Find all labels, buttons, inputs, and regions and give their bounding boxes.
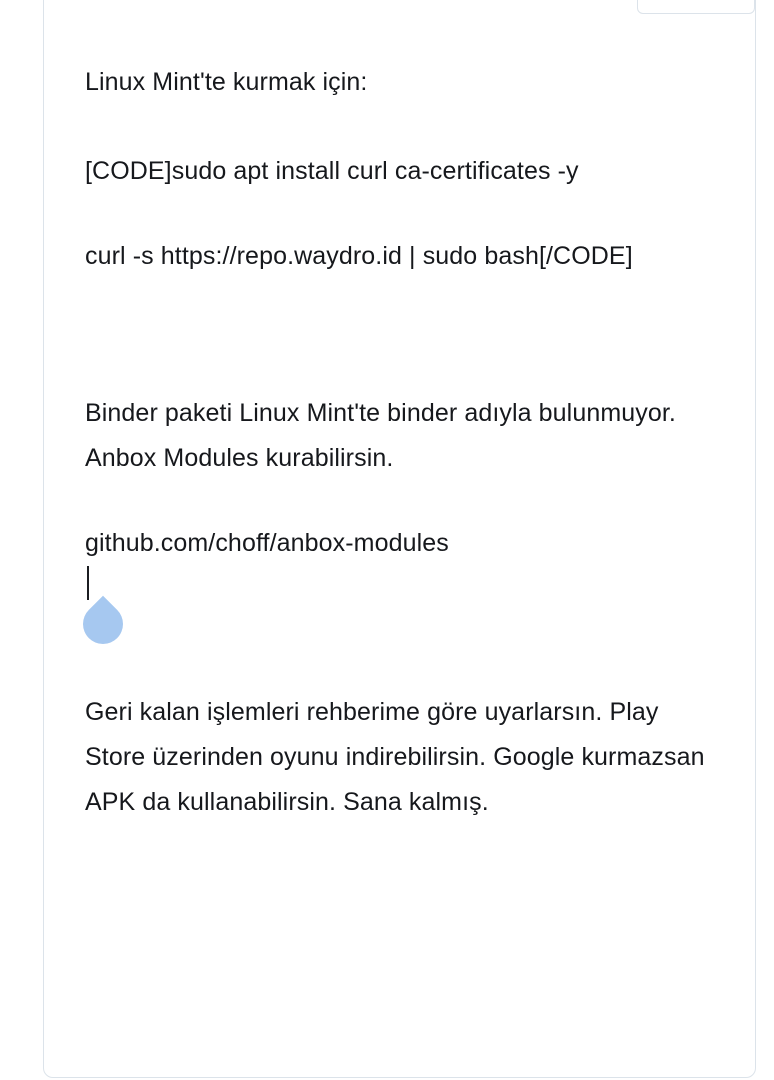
text-caret-line [85, 566, 712, 604]
spacer [85, 105, 712, 149]
spacer [85, 279, 712, 391]
paragraph-github-link[interactable]: github.com/choff/anbox-modules [85, 529, 449, 557]
spacer [85, 481, 712, 521]
text-selection-handle[interactable] [83, 604, 125, 650]
spacer [85, 650, 712, 690]
paragraph-code-curl: curl -s https://repo.waydro.id | sudo bash[/CODE] [85, 242, 633, 270]
paragraph-closing: Geri kalan işlemleri rehberime göre uyarlarsın. Play Store üzerinden oyunu indirebilirsin. Google kurmazsan APK da kullanabilirsin. Sana kalmış. [85, 698, 705, 816]
paragraph-intro: Linux Mint'te kurmak için: [85, 68, 368, 96]
text-caret [87, 566, 89, 600]
left-gutter [0, 0, 43, 1080]
message-content[interactable] [43, 0, 756, 1080]
paragraph-code-install: [CODE]sudo apt install curl ca-certificates -y [85, 157, 579, 185]
paragraph-binder-note: Binder paketi Linux Mint'te binder adıyla bulunmuyor. Anbox Modules kurabilirsin. [85, 399, 676, 472]
water-drop-icon [75, 596, 132, 653]
spacer [85, 194, 712, 234]
right-gutter [756, 0, 774, 1080]
